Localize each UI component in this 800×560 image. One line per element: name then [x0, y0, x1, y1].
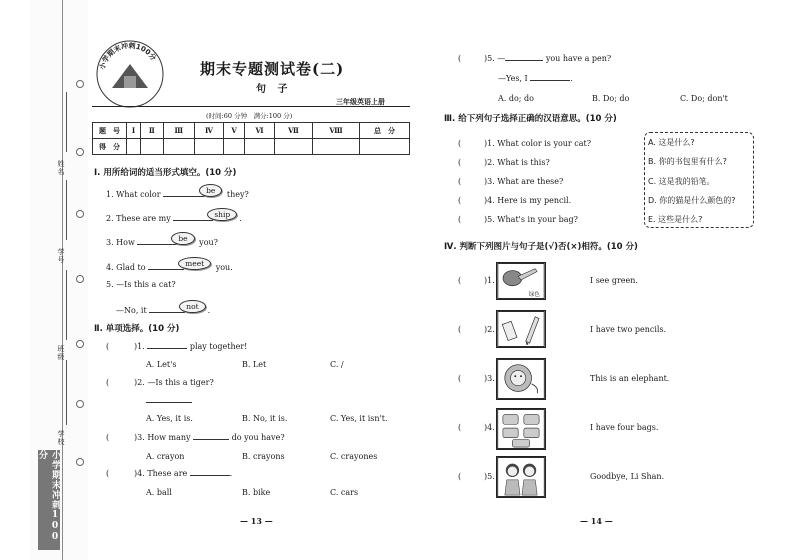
- fill-question-5-line1: 5. —Is this a cat?: [106, 280, 176, 289]
- fill-question-4: [106, 261, 233, 274]
- bags-icon: [496, 408, 546, 450]
- word-cloud: meet: [178, 257, 211, 270]
- judge-number: )2.: [484, 325, 495, 334]
- option-b[interactable]: B. Let: [242, 360, 267, 369]
- score-col-1: Ⅰ: [127, 123, 141, 139]
- fill-question-3: [106, 236, 218, 249]
- score-cell[interactable]: [224, 139, 245, 155]
- section-4-title: Ⅳ. 判断下列图片与句子是(√)否(×)相符。(10 分): [444, 242, 638, 252]
- class-blank-line[interactable]: [66, 270, 67, 340]
- score-col-7: Ⅶ: [274, 123, 312, 139]
- question-number: )2.: [134, 378, 145, 387]
- student-id-blank-line[interactable]: [66, 180, 67, 240]
- question-text: 2. These are my: [106, 214, 171, 223]
- question-text: you.: [215, 263, 233, 272]
- score-col-6: Ⅵ: [245, 123, 275, 139]
- answer-blank[interactable]: [530, 80, 570, 81]
- binding-hole: [76, 340, 84, 348]
- answer-paren[interactable]: (: [458, 276, 478, 285]
- score-cell[interactable]: [194, 139, 223, 155]
- score-table: [92, 122, 410, 155]
- time-note: (时间:60 分钟 满分:100 分): [206, 112, 293, 120]
- question-text: 1. What color: [106, 190, 161, 199]
- fill-question-5-line2: [116, 304, 210, 317]
- answer-blank[interactable]: [193, 439, 229, 440]
- score-table-row-label: 得 分: [93, 139, 127, 155]
- answer-blank[interactable]: [137, 244, 177, 245]
- page-number-left: — 13 —: [240, 516, 273, 526]
- grade-label: 三年级英语上册: [336, 97, 385, 106]
- answer-paren[interactable]: (: [458, 325, 478, 334]
- answer-paren[interactable]: (: [106, 469, 126, 478]
- judge-sentence: I have four bags.: [590, 423, 659, 432]
- choice-a: A. 这是什么?: [648, 138, 695, 147]
- class-field-label: 班级: [57, 345, 65, 361]
- question-text: 3. How: [106, 238, 135, 247]
- option-b[interactable]: B. crayons: [242, 452, 285, 461]
- school-blank-line[interactable]: [66, 360, 67, 425]
- question-text: .: [207, 306, 211, 315]
- score-cell[interactable]: [274, 139, 312, 155]
- answer-blank[interactable]: [146, 402, 192, 403]
- option-a[interactable]: A. do; do: [498, 94, 534, 103]
- choice-question-4: [134, 469, 232, 478]
- score-col-5: Ⅴ: [224, 123, 245, 139]
- page-subtitle: 句 子: [256, 84, 292, 95]
- score-cell[interactable]: [313, 139, 360, 155]
- answer-paren[interactable]: (: [106, 433, 126, 442]
- word-cloud: be: [171, 232, 194, 245]
- question-number: )3.: [134, 433, 145, 442]
- name-blank-line[interactable]: [66, 92, 67, 152]
- fill-question-2: [106, 212, 242, 225]
- answer-blank[interactable]: [505, 60, 543, 61]
- score-table-row-label: 题 号: [93, 123, 127, 139]
- section-3-title: Ⅲ. 给下列句子选择正确的汉语意思。(10 分): [444, 114, 617, 124]
- choice-question-5: [484, 54, 611, 63]
- binding-hole: [76, 400, 84, 408]
- question-text: How many: [147, 433, 191, 442]
- student-id-field-label: 学号: [57, 248, 65, 264]
- match-question-4: )4. Here is my pencil.: [484, 196, 572, 205]
- question-text: .: [239, 214, 242, 223]
- score-cell[interactable]: [360, 139, 410, 155]
- answer-paren[interactable]: (: [458, 423, 478, 432]
- answer-paren[interactable]: (: [458, 158, 478, 167]
- match-question-3: )3. What are these?: [484, 177, 564, 186]
- fill-question-1: [106, 188, 249, 201]
- binding-logo-text: 小学期末冲刺100分: [37, 450, 60, 543]
- page-number-right: — 14 —: [580, 516, 613, 526]
- score-cell[interactable]: [245, 139, 275, 155]
- question-text: do you have?: [231, 433, 285, 442]
- choice-e: E. 这些是什么?: [648, 215, 703, 224]
- binding-hole: [76, 458, 84, 466]
- judge-number: )4.: [484, 423, 495, 432]
- question-number: )4.: [134, 469, 145, 478]
- series-logo-icon: [94, 38, 166, 110]
- word-cloud: ship: [207, 208, 237, 221]
- judge-sentence: I have two pencils.: [590, 325, 667, 334]
- question-text: 4. Glad to: [106, 263, 146, 272]
- choice-question-5-line2: [498, 74, 573, 83]
- logo-text: 小学期末冲刺100分: [98, 41, 158, 71]
- question-text: —No, it: [116, 306, 147, 315]
- answer-paren[interactable]: (: [458, 196, 478, 205]
- score-table-score-row: [93, 139, 410, 155]
- answer-paren[interactable]: (: [458, 177, 478, 186]
- answer-blank[interactable]: [147, 348, 187, 349]
- answer-blank[interactable]: [163, 196, 205, 197]
- option-a[interactable]: A. Yes, it is.: [146, 414, 193, 423]
- match-question-5: )5. What's in your bag?: [484, 215, 578, 224]
- name-field-label: 姓名: [57, 160, 65, 176]
- score-col-8: Ⅷ: [313, 123, 360, 139]
- score-col-4: Ⅳ: [194, 123, 223, 139]
- question-text: .: [570, 74, 573, 83]
- score-cell[interactable]: [127, 139, 141, 155]
- header-rule: [92, 106, 410, 107]
- two-children-icon: [496, 456, 546, 498]
- score-cell[interactable]: [141, 139, 164, 155]
- choice-question-3: [134, 433, 285, 442]
- choice-b: B. 你的书包里有什么?: [648, 157, 727, 166]
- option-c[interactable]: C. Do; don't: [680, 94, 728, 103]
- option-b[interactable]: B. No, it is.: [242, 414, 288, 423]
- answer-paren[interactable]: (: [458, 54, 478, 63]
- paint-brush-icon: [496, 262, 546, 300]
- choice-d: D. 你的猫是什么颜色的?: [648, 196, 736, 205]
- score-cell[interactable]: [163, 139, 194, 155]
- match-question-1: )1. What color is your cat?: [484, 139, 592, 148]
- answer-paren[interactable]: (: [106, 342, 126, 351]
- option-c[interactable]: C. /: [330, 360, 344, 369]
- section-1-title: Ⅰ. 用所给词的适当形式填空。(10 分): [94, 168, 237, 178]
- score-col-3: Ⅲ: [163, 123, 194, 139]
- score-col-total: 总 分: [360, 123, 410, 139]
- option-c[interactable]: C. Yes, it isn't.: [330, 414, 388, 423]
- question-text: These are: [147, 469, 188, 478]
- question-text: they?: [226, 190, 249, 199]
- question-text: —Is this a tiger?: [147, 378, 214, 387]
- option-b[interactable]: B. Do; do: [592, 94, 630, 103]
- score-table-header-row: [93, 123, 410, 139]
- judge-sentence: Goodbye, Li Shan.: [590, 472, 665, 481]
- pencil-and-eraser-icon: [496, 310, 546, 348]
- question-text: you have a pen?: [545, 54, 612, 63]
- picture-caption: 绿色: [528, 292, 540, 299]
- school-field-label: 学校: [57, 430, 65, 446]
- judge-number: )1.: [484, 276, 495, 285]
- question-text: you?: [199, 238, 218, 247]
- binding-hole: [76, 210, 84, 218]
- judge-sentence: This is an elephant.: [590, 374, 670, 383]
- score-col-2: Ⅱ: [141, 123, 164, 139]
- option-a[interactable]: A. crayon: [146, 452, 185, 461]
- answer-paren[interactable]: (: [458, 215, 478, 224]
- answer-paren[interactable]: (: [106, 378, 126, 387]
- match-question-2: )2. What is this?: [484, 158, 550, 167]
- choice-question-2: [134, 378, 214, 387]
- choice-question-1: [134, 342, 247, 351]
- answer-paren[interactable]: (: [458, 472, 478, 481]
- judge-number: )5.: [484, 472, 495, 481]
- judge-number: )3.: [484, 374, 495, 383]
- question-number: )1.: [134, 342, 145, 351]
- word-cloud: not: [179, 300, 205, 313]
- choice-c: C. 这是我的铅笔。: [648, 177, 715, 186]
- page-title: 期末专题测试卷(二): [200, 60, 345, 78]
- answer-blank[interactable]: [173, 220, 213, 221]
- section-2-title: Ⅱ. 单项选择。(10 分): [94, 324, 180, 334]
- binding-line: [62, 0, 63, 560]
- binding-hole: [76, 80, 84, 88]
- binding-hole: [76, 275, 84, 283]
- answer-blank[interactable]: [149, 312, 185, 313]
- judge-sentence: I see green.: [590, 276, 638, 285]
- option-b[interactable]: B. bike: [242, 488, 271, 497]
- option-a[interactable]: A. Let's: [146, 360, 177, 369]
- question-text: .: [229, 469, 233, 478]
- option-c[interactable]: C. crayones: [330, 452, 378, 461]
- binding-hole: [76, 148, 84, 156]
- answer-paren[interactable]: (: [458, 139, 478, 148]
- lion-icon: [496, 358, 546, 400]
- answer-blank[interactable]: [190, 475, 230, 476]
- binding-logo-badge: [38, 450, 60, 550]
- question-text: play together!: [189, 342, 248, 351]
- answer-paren[interactable]: (: [458, 374, 478, 383]
- question-number: )5. —: [484, 54, 506, 63]
- option-c[interactable]: C. cars: [330, 488, 359, 497]
- option-a[interactable]: A. ball: [146, 488, 172, 497]
- word-cloud: be: [199, 184, 222, 197]
- answer-blank[interactable]: [148, 269, 184, 270]
- question-text: —Yes, I: [498, 74, 528, 83]
